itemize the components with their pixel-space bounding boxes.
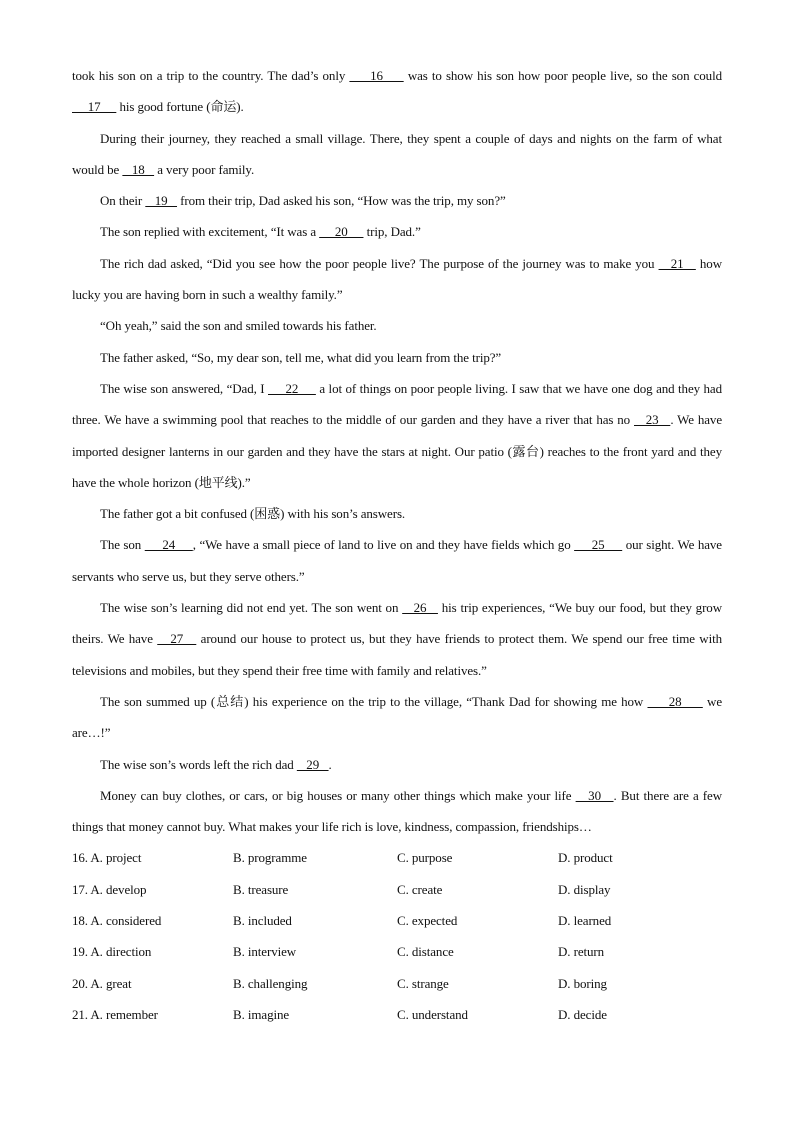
option-choice: B. included [233,913,292,929]
passage-text: from their trip, Dad asked his son, “How was the trip, my son?” [177,193,506,209]
option-choice: D. learned [558,913,612,929]
passage-paragraph [72,60,722,123]
passage-paragraph [72,185,722,216]
answer-blank: 16 [349,68,404,83]
option-choice: D. return [558,944,605,960]
passage-text: a very poor family. [154,161,255,177]
cloze-passage [72,60,722,842]
passage-text: The wise son’s words left the rich dad [100,756,297,772]
answer-blank: 20 [319,224,364,240]
passage-paragraph [72,592,722,686]
answer-blank: 26 [402,600,438,616]
answer-blank: 24 [144,537,193,553]
option-choice: C. distance [397,944,454,960]
passage-text: During their journey, they reached a small village. There, they spent a couple of days and nights on the farm of what would be [72,130,722,177]
option-choice: B. imagine [233,1006,290,1022]
passage-paragraph [72,529,722,592]
passage-text: was to show his son how poor people live, so the son could [403,68,722,83]
answer-blank: 25 [574,537,623,553]
option-choice: D. product [558,850,613,866]
answer-blank: 23 [634,412,671,428]
question-option-row [72,968,722,999]
answer-blank: 19 [145,193,178,209]
passage-text: The son replied with excitement, “It was a [100,224,320,240]
passage-text: . But there are a few things that money cannot buy. What makes your life rich is love, kindness, compassion, friendships… [72,787,722,835]
option-choice: B. interview [233,944,297,960]
option-choice: C. strange [397,975,449,991]
question-option-row [72,936,722,967]
passage-text: our sight. We have servants who serve us, but they serve others.” [72,537,722,584]
option-choice: 17. A. develop [72,881,147,897]
passage-paragraph [72,342,722,373]
passage-paragraph [72,216,722,247]
option-choice: C. understand [397,1006,468,1022]
option-choice: B. treasure [233,881,289,897]
option-choice: D. decide [558,1006,607,1022]
passage-text: took his son on a trip to the country. The dad’s only [72,68,350,83]
answer-blank: 22 [268,380,316,396]
passage-text: The wise son answered, “Dad, I [100,380,268,396]
option-choice: B. challenging [233,975,308,991]
option-choice: 18. A. considered [72,913,162,929]
passage-text: around our house to protect us, but they have friends to protect them. We spend our free time with televisions and mobiles, but they spend their free time with family and relatives.” [72,631,722,678]
option-choice: C. purpose [397,850,453,866]
answer-blank: 18 [122,161,155,177]
question-option-row [72,905,722,936]
passage-text: The rich dad asked, “Did you see how the poor people live? The purpose of the journey was to make you [100,255,659,271]
question-option-row [72,999,722,1030]
passage-paragraph [72,123,722,186]
option-choice: 20. A. great [72,975,132,991]
passage-text: his trip experiences, “We buy our food, but they grow theirs. We have [72,600,722,647]
answer-blank: 29 [296,756,329,772]
option-choice: 21. A. remember [72,1006,158,1022]
passage-text: a lot of things on poor people living. I saw that we have one dog and they had three. We have a swimming pool that reaches to the middle of our garden and they have a river that has no [72,380,723,428]
option-choice: 16. A. project [72,850,142,866]
answer-blank: 17 [72,99,117,115]
passage-text: . [328,756,332,772]
passage-text: The wise son’s learning did not end yet. The son went on [100,600,403,616]
option-choice: D. display [558,881,611,897]
question-option-row [72,842,722,873]
passage-paragraph [72,310,722,341]
passage-text: The son summed up (总结) his experience on the trip to the village, “Thank Dad for showing me how [100,693,648,709]
passage-text: The son [100,537,145,553]
passage-text: we are…!” [72,693,723,741]
passage-text: Money can buy clothes, or cars, or big houses or many other things which make your life [100,787,576,803]
passage-text: The father asked, “So, my dear son, tell me, what did you learn from the trip?” [100,349,502,365]
passage-paragraph [72,749,722,780]
passage-text: “Oh yeah,” said the son and smiled towards his father. [100,318,377,334]
passage-text: how lucky you are having born in such a wealthy family.” [72,255,722,303]
option-choice: B. programme [233,850,307,866]
question-option-row [72,874,722,905]
option-choice: C. create [397,881,443,897]
passage-text: The father got a bit confused (困惑) with his son’s answers. [100,506,406,522]
option-choice: 19. A. direction [72,944,152,960]
passage-paragraph [72,780,722,843]
option-choice: D. boring [558,975,607,991]
answer-options [72,842,722,1030]
answer-blank: 30 [575,787,614,803]
option-choice: C. expected [397,913,458,929]
answer-blank: 27 [157,631,197,647]
passage-text: , “We have a small piece of land to live on and they have fields which go [192,537,575,553]
exam-page [72,60,722,1030]
passage-paragraph [72,686,722,749]
answer-blank: 28 [647,693,703,709]
passage-text: trip, Dad.” [363,224,421,240]
answer-blank: 21 [658,255,696,271]
passage-paragraph [72,248,722,311]
passage-paragraph [72,498,722,529]
passage-text: . We have imported designer lanterns in our garden and they have the stars at night. Our patio (露台) reaches to the front yard and they have the whole horizon (地平线).” [72,412,723,490]
passage-text: On their [100,193,146,209]
passage-text: his good fortune (命运). [116,99,244,115]
passage-paragraph [72,373,722,498]
